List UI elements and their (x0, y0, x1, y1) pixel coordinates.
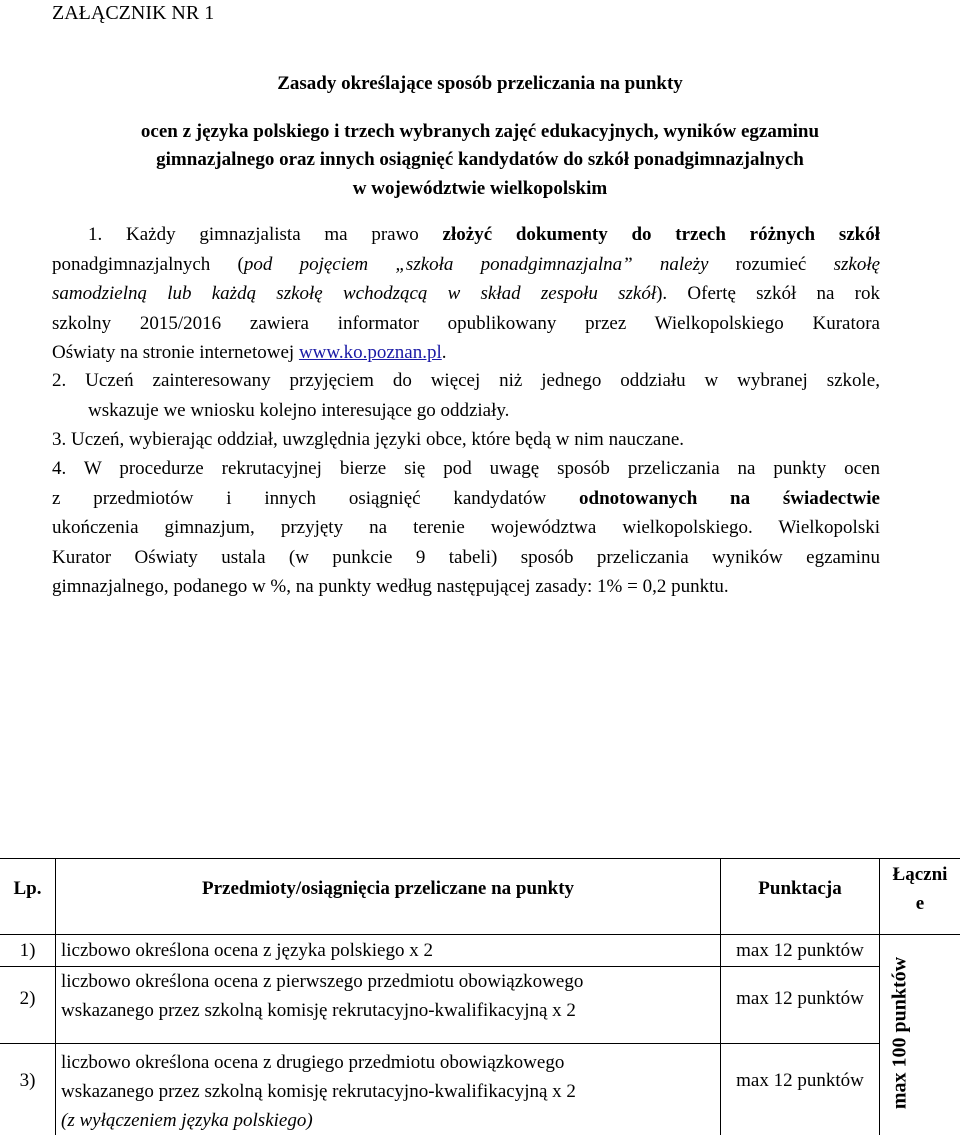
p1-text: ). Ofertę szkół na rok (656, 283, 880, 304)
p4-text: z przedmiotów i innych osiągnięć kandydatów (52, 487, 580, 509)
p4-line-1: 4. W procedurze rekrutacyjnej bierze się pod uwagę sposób przeliczania na punkty ocen (52, 458, 880, 479)
p1-line-5 (52, 338, 880, 368)
document-title: Zasady określające sposób przeliczania na punkty (277, 73, 683, 94)
row-3-lp: 3) (19, 1070, 36, 1091)
p1-italic: samodzielną lub każdą szkołę wchodzącą w skład zespołu szkół (52, 283, 657, 304)
row-1-points: max 12 punktów (736, 940, 864, 961)
row-1-lp: 1) (19, 940, 36, 961)
paragraph-3 (52, 425, 880, 455)
paragraph-2 (52, 366, 880, 425)
header-lp: Lp. (13, 878, 42, 899)
p1-text: rozumieć (708, 253, 834, 275)
subtitle-line-3: w województwie wielkopolskim (352, 178, 608, 199)
table-top-border (0, 858, 960, 859)
p1-text: ponadgimnazjalnych ( (52, 253, 244, 275)
p1-line-3 (52, 279, 880, 309)
header-total-line-1: Łączni (892, 864, 948, 885)
total-cell (880, 940, 920, 1125)
p2-line-1: 2. Uczeń zainteresowany przyjęciem do więcej niż jednego oddziału w wybranej szkole, (52, 370, 880, 391)
row-3-subject-note: (z wyłączeniem języka polskiego) (61, 1110, 313, 1131)
subtitle-line-1: ocen z języka polskiego i trzech wybranych zajęć edukacyjnych, wyników egzaminu (140, 121, 820, 142)
p1-italic: szkołę (833, 253, 881, 275)
table-header-border (0, 934, 960, 935)
header-subject: Przedmioty/osiągnięcia przeliczane na punkty (201, 878, 575, 899)
header-points: Punktacja (758, 878, 842, 899)
p1-line-2 (52, 250, 880, 280)
p4-bold: odnotowanych na świadectwie (579, 487, 880, 509)
row-2-lp: 2) (19, 988, 36, 1009)
paragraph-4 (52, 454, 880, 602)
p1-text: 1. Każdy gimnazjalista ma prawo (88, 224, 443, 245)
p4-line-2 (52, 484, 880, 514)
p4-line-3: ukończenia gimnazjum, przyjęty na terenie województwa wielkopolskiego. Wielkopolski (52, 517, 880, 538)
row-1-subject: liczbowo określona ocena z języka polskiego x 2 (61, 940, 433, 961)
p4-line-5: gimnazjalnego, podanego w %, na punkty według następującej zasady: 1% = 0,2 punktu. (52, 576, 729, 597)
p4-line-4: Kurator Oświaty ustala (w punkcie 9 tabeli) sposób przeliczania wyników egzaminu (52, 546, 880, 568)
p1-line-4: szkolny 2015/2016 zawiera informator opublikowany przez Wielkopolskiego Kuratora (52, 312, 880, 334)
p1-italic: pod pojęciem „szkoła ponadgimnazjalna” należy (243, 253, 709, 275)
annex-label: ZAŁĄCZNIK NR 1 (52, 2, 215, 24)
row-2-border (0, 1043, 880, 1044)
row-2-subject-line-2: wskazanego przez szkolną komisję rekrutacyjno-kwalifikacyjną x 2 (61, 1000, 576, 1021)
p1-text: . (441, 342, 447, 363)
p2-line-2: wskazuje we wniosku kolejno interesujące go oddziały. (88, 399, 510, 421)
row-3-subject-line-1: liczbowo określona ocena z drugiego przedmiotu obowiązkowego (61, 1052, 565, 1073)
paragraph-1 (52, 220, 880, 368)
total-value: max 100 punktów (888, 956, 911, 1109)
header-total-line-2: e (915, 893, 925, 914)
row-2-subject (61, 967, 583, 1025)
row-3-subject-line-2: wskazanego przez szkolną komisję rekrutacyjno-kwalifikacyjną x 2 (61, 1081, 576, 1102)
row-3-points: max 12 punktów (736, 1070, 864, 1091)
p1-bold: złożyć dokumenty do trzech różnych szkół (442, 224, 880, 245)
row-2-points: max 12 punktów (736, 988, 864, 1009)
p1-text: Oświaty na stronie internetowej (52, 342, 299, 363)
header-total (880, 860, 960, 918)
kuratorium-link[interactable]: www.ko.poznan.pl (298, 342, 442, 363)
row-3-subject (61, 1048, 576, 1135)
p1-line-1 (52, 220, 880, 250)
subtitle-line-2: gimnazjalnego oraz innych osiągnięć kandydatów do szkół ponadgimnazjalnych (156, 149, 804, 170)
row-2-subject-line-1: liczbowo określona ocena z pierwszego przedmiotu obowiązkowego (61, 971, 584, 992)
p3-line-1: 3. Uczeń, wybierając oddział, uwzględnia języki obce, które będą w nim nauczane. (52, 429, 685, 450)
